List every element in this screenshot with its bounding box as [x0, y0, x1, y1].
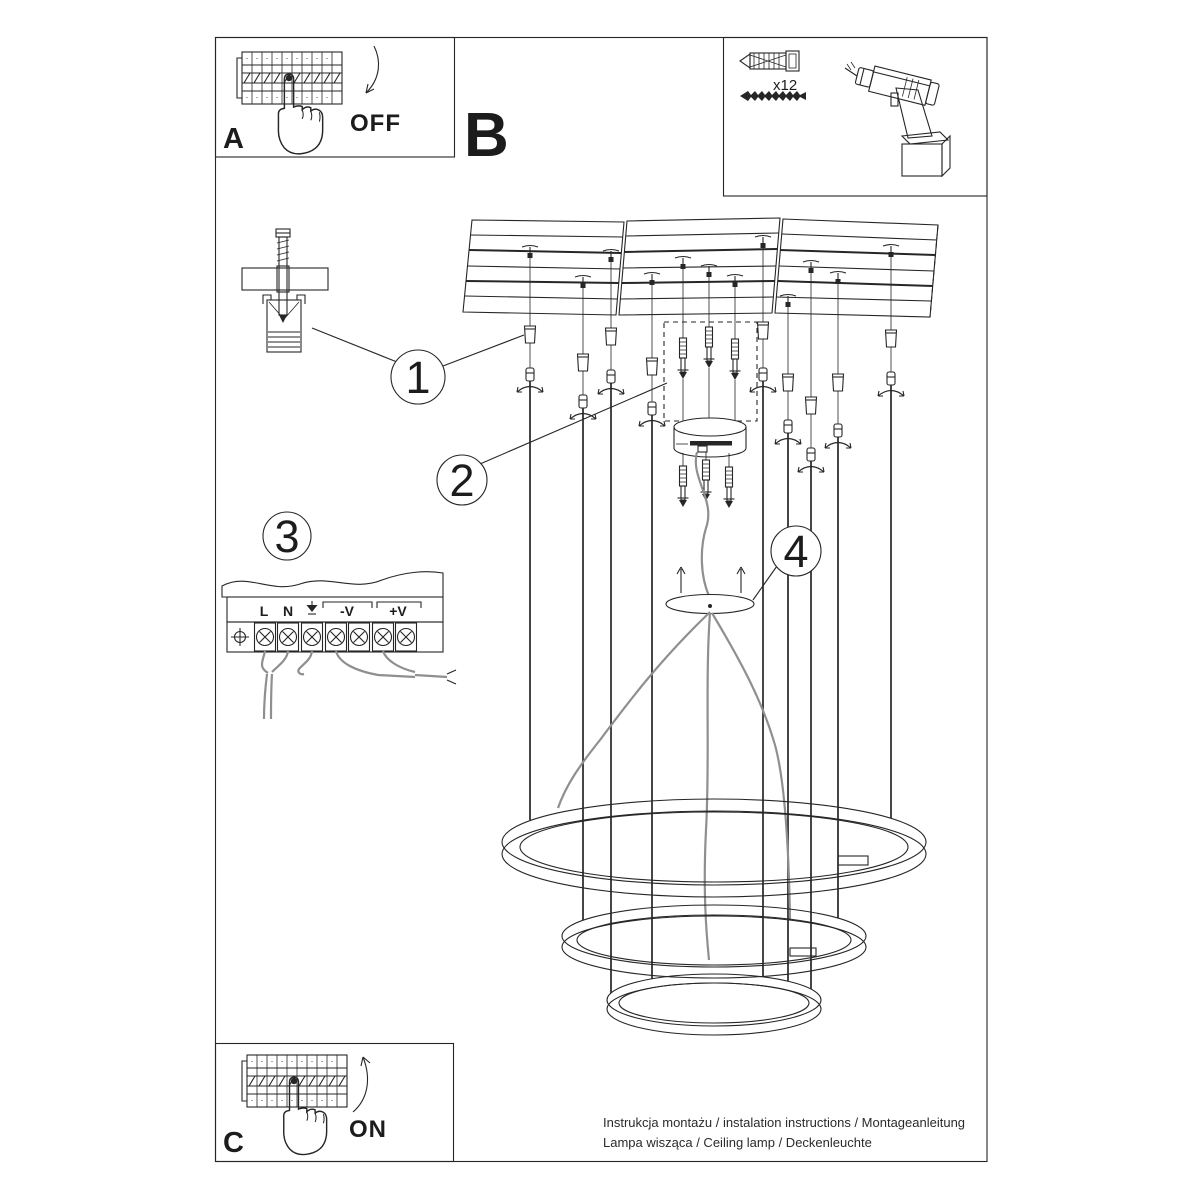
feed-wires: [558, 612, 790, 960]
step-c-label: C: [223, 1127, 244, 1159]
off-arrow-icon: [366, 46, 379, 93]
terminal-pos-label: +V: [389, 603, 407, 619]
parts-box: [724, 38, 988, 197]
screw-detail-dashed-box: [664, 269, 757, 423]
canopy-cover: [666, 595, 754, 614]
terminal-neg-label: -V: [340, 603, 354, 619]
footer-line-1: Instrukcja montażu / instalation instructions / Montageanleitung: [603, 1115, 966, 1130]
callout-4-number: 4: [783, 526, 809, 577]
ring-small: [607, 974, 821, 1035]
footer: [603, 1115, 965, 1150]
crosshair-icon: [231, 628, 249, 646]
earth-ground-icon: [307, 601, 318, 614]
canopy: [674, 418, 746, 457]
ring-large: [502, 799, 926, 897]
callout-1: [391, 350, 445, 404]
callout-2: [437, 455, 487, 506]
terminal-l-label: L: [259, 603, 269, 619]
up-arrow-icon: [737, 567, 745, 593]
step-c-box: [216, 1044, 454, 1162]
driver-wires: [262, 651, 456, 719]
ceiling-panels: [463, 218, 938, 317]
callout-4: [771, 526, 821, 577]
led-driver: [222, 572, 456, 719]
wall-plug-icon: [740, 51, 799, 71]
drill-icon: [845, 62, 950, 176]
callout-3-number: 3: [274, 511, 300, 562]
page-frame: [216, 38, 988, 1162]
callout-2-number: 2: [449, 455, 475, 506]
anchor-qty-label: x12: [773, 77, 798, 94]
anchor-cross-section: [242, 229, 328, 352]
canopy-assembly: [558, 418, 790, 960]
step-b-label: B: [464, 101, 509, 170]
terminal-n-label: N: [282, 603, 294, 619]
ring-medium: [562, 905, 866, 978]
pointing-hand-icon: [284, 1077, 327, 1154]
callout-1-number: 1: [405, 352, 431, 403]
footer-line-2: Lampa wisząca / Ceiling lamp / Deckenleuchte: [603, 1135, 872, 1150]
pointing-hand-icon: [278, 74, 322, 154]
ring-lamp: [502, 799, 926, 1035]
off-label: OFF: [350, 110, 401, 137]
callout-3: [263, 511, 311, 562]
step-a-label: A: [223, 123, 244, 155]
on-label: ON: [349, 1116, 387, 1143]
on-arrow-icon: [353, 1057, 370, 1112]
up-arrow-icon: [677, 567, 685, 593]
step-a-box: [216, 38, 455, 158]
